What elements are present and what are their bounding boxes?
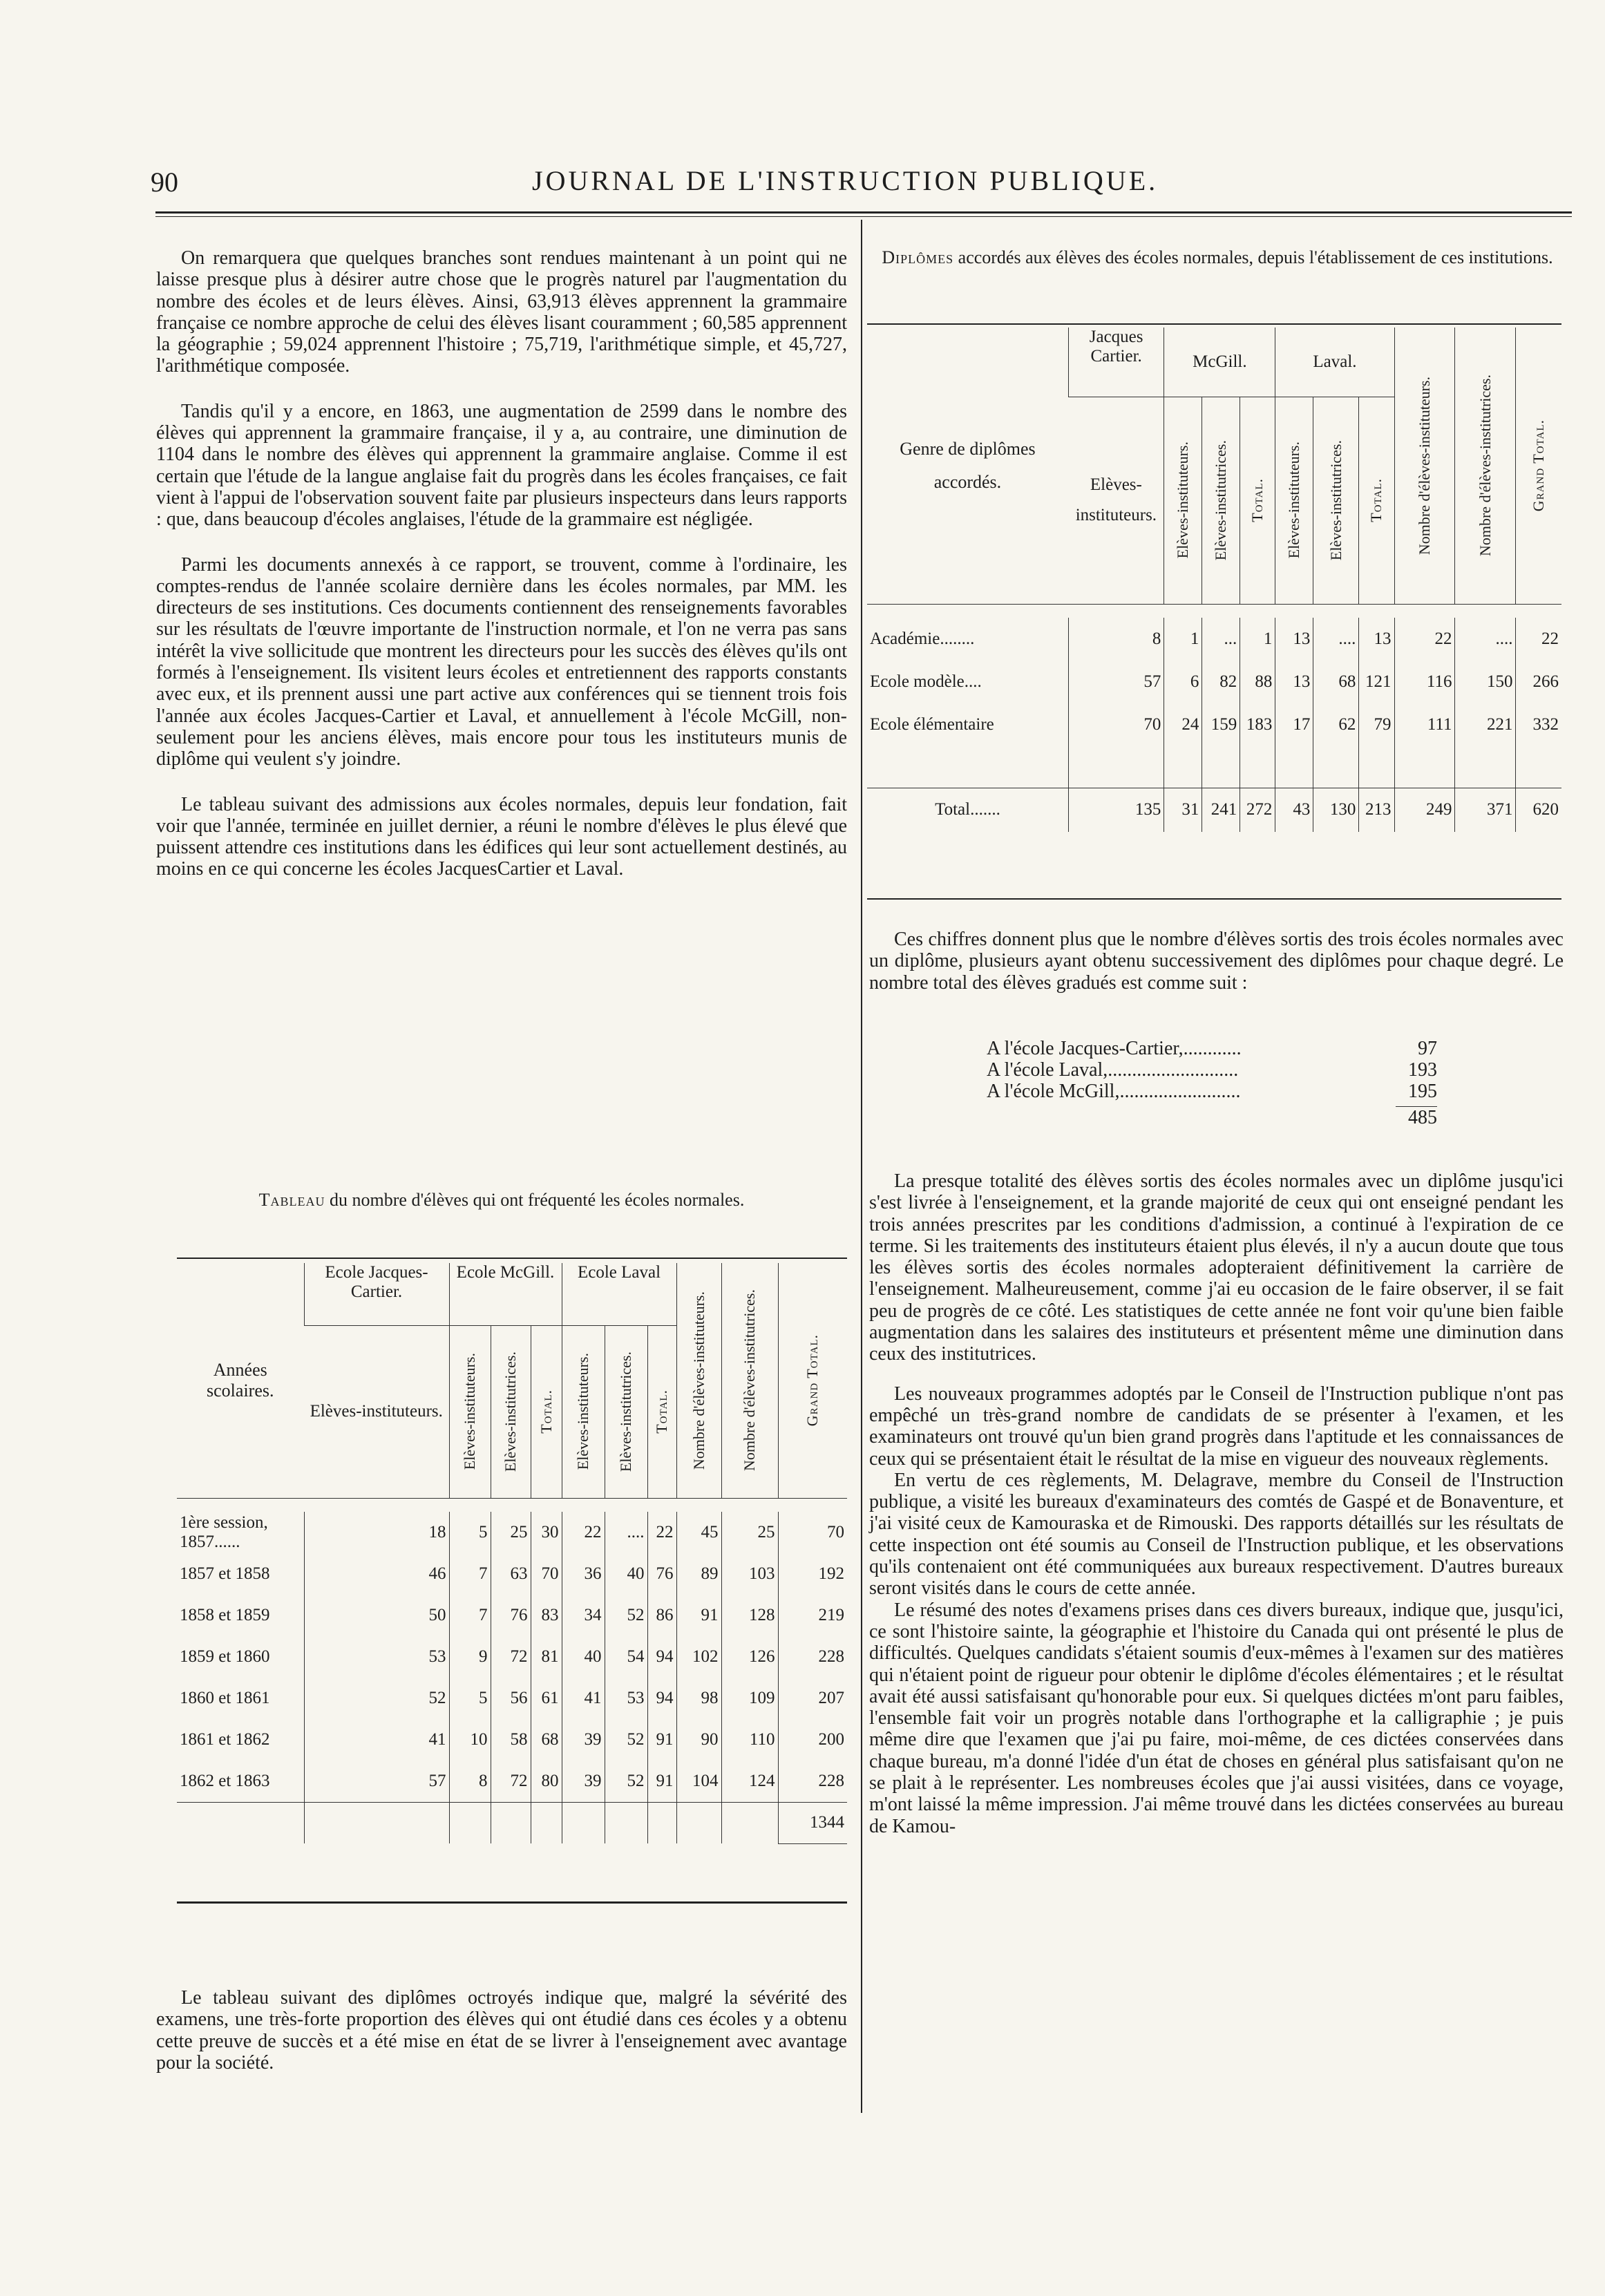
col-header-jc-eleves: Elèves-instituteurs. [1075, 475, 1157, 524]
total-label: Total....... [867, 788, 1068, 832]
table-cell: 8 [1068, 618, 1164, 661]
row-label: 1ère session, 1857...... [180, 1513, 268, 1551]
header-rule-thin [155, 216, 1572, 217]
table-cell: 70 [531, 1553, 562, 1595]
table-cell: .... [605, 1512, 647, 1553]
table-cell: 91 [676, 1595, 721, 1636]
table-row [867, 661, 1561, 703]
row-label: 1861 et 1862 [180, 1730, 270, 1749]
col-header-genre: Genre de diplômes accordés. [900, 438, 1036, 492]
diplomas-total-row [867, 788, 1561, 832]
col-header-nb-instituteurs: Nombre d'élèves-instituteurs. [1415, 376, 1433, 555]
left-column-bottom [156, 1987, 847, 2074]
table-cell: .... [1313, 618, 1359, 661]
table-cell: 200 [778, 1719, 847, 1761]
table-cell: 121 [1359, 661, 1394, 703]
paragraph: Parmi les documents annexés à ce rapport, se trouvent, comme à l'ordinaire, les comptes-rendus de l'année scolaire dernière dans les écoles normales, par MM. les directeurs de ses institutions. Ces documents contiennent des renseignements favorables sur les résultats de l'œuvre importante de l'instruction normale, et l'on ne verra pas sans intérêt la vive sollicitude que montrent les directeurs pour les succès des élèves qu'ils ont formés à l'enseignement. Ils visitent leurs écoles et entretiennent des rapports constants avec eux, et ils prennent aussi une part active aux conférences qui se tiennent trois fois l'année aux écoles Jacques-Cartier et Laval, et annuellement à l'école McGill, non-seulement pour les anciens élèves, mais encore pour tous les instituteurs munis de diplôme qui veulent s'y joindre. [156, 553, 847, 770]
admissions-table-body [177, 1512, 847, 1802]
table-cell: 116 [1394, 661, 1455, 703]
table-cell: 8 [449, 1761, 491, 1802]
table-cell: 98 [676, 1678, 721, 1719]
table-row [867, 703, 1561, 746]
row-label: 1857 et 1858 [180, 1564, 270, 1583]
diplomas-table-body [867, 618, 1561, 746]
col-header-lv-instituteurs: Elèves-instituteurs. [574, 1353, 591, 1470]
table-cell: 83 [531, 1595, 562, 1636]
header-rule [155, 211, 1572, 214]
table-row [177, 1636, 847, 1678]
table-cell: 103 [721, 1553, 778, 1595]
table-cell: 58 [491, 1719, 531, 1761]
table-cell: 25 [491, 1512, 531, 1553]
table-cell: 22 [1394, 618, 1455, 661]
paragraph: La presque totalité des élèves sortis des écoles normales avec un diplôme jusqu'ici s'est livrée à l'enseignement, et la grande majorité de ceux qui ont enseigné pendant les trois années prescrites par les conditions d'admission, a continué à l'expiration de ce terme. Si les traitements des instituteurs étaient plus élevés, il n'y a aucun doute que tous les élèves sortis des écoles normales adopteraient définitivement la carrière de l'enseignement. Malheureusement, comme j'ai eu occasion de le faire observer, il se fait peu de progrès de ce côté. Les statistiques de cette année ne font voir qu'une bien faible augmentation dans les salaires des instituteurs et présentent même une diminution dans ceux des institutrices. [869, 1170, 1564, 1365]
graduates-summary [987, 1038, 1437, 1128]
col-header-nb-instituteurs: Nombre d'élèves-instituteurs. [690, 1291, 707, 1470]
table1-caption-text: du nombre d'élèves qui ont fréquenté les écoles normales. [330, 1190, 745, 1210]
table-cell: 61 [531, 1678, 562, 1719]
table-cell: 52 [605, 1595, 647, 1636]
journal-title: JOURNAL DE L'INSTRUCTION PUBLIQUE. [532, 165, 1159, 196]
total-cell: 371 [1455, 788, 1516, 832]
table-cell: 68 [531, 1719, 562, 1761]
col-header-mg-instituteurs: Elèves-instituteurs. [461, 1353, 478, 1470]
table-cell: 17 [1275, 703, 1313, 746]
table-cell: 207 [778, 1678, 847, 1719]
table-cell: .... [1455, 618, 1516, 661]
col-header-lv-institutrices: Elèves-institutrices. [1327, 439, 1345, 561]
col-header-lv-total: Total. [653, 1389, 670, 1434]
table1-caption [156, 1190, 847, 1211]
paragraph: Le résumé des notes d'examens prises dans ces divers bureaux, indique que, jusqu'ici, ce sont l'histoire sainte, la géographie et l'histoire du Canada qui ont présenté le plus de difficultés. Quelques candidats s'étaient soumis d'eux-mêmes à l'examen sur des matières qui n'étaient point de rigueur pour obtenir le diplôme d'écoles élémentaires ; et le résultat avait été aussi satisfaisant qu'honorable pour eux. Si quelques dictées m'ont paru faibles, l'ensemble fait voir un progrès notable dans l'orthographe et la calligraphie ; je puis même dire que l'examen que j'ai pu faire, moi-même, de ces dictées conservées dans chaque bureau, m'a donné l'idée d'un état de choses en général plus satisfaisant qu'on ne se plait à le représenter. Les nombreuses écoles que j'ai aussi visitées, dans ce voyage, m'ont laissé la même impression. J'ai même trouvé dans les dictées conservées au bureau de Kamou- [869, 1599, 1564, 1837]
col-header-grand-total: Grand Total. [804, 1334, 822, 1427]
table-cell: 50 [304, 1595, 449, 1636]
table-cell: 219 [778, 1595, 847, 1636]
total-cell: 272 [1240, 788, 1275, 832]
table-cell: 52 [605, 1761, 647, 1802]
paragraph: Les nouveaux programmes adoptés par le Conseil de l'Instruction publique n'ont pas empêché un très-grand nombre de candidats de se présenter à l'examen, et les examinateurs ont trouvé qu'un bien grand progrès dans l'aptitude et les connaissances de ceux qui se présentaient était le résultat de la mise en vigueur des nouveaux règlements. [869, 1383, 1564, 1470]
col-header-laval: Ecole Laval [562, 1263, 676, 1325]
right-column-upper [869, 929, 1564, 994]
table-cell: 72 [491, 1761, 531, 1802]
col-header-jacques-cartier: Ecole Jacques-Cartier. [304, 1263, 449, 1325]
table-cell: 91 [647, 1719, 676, 1761]
table-row [177, 1761, 847, 1802]
left-column-top [156, 247, 847, 904]
col-header-jacques-cartier: Jacques Cartier. [1068, 328, 1164, 397]
col-header-mg-instituteurs: Elèves-instituteurs. [1174, 442, 1192, 559]
table-cell: 228 [778, 1761, 847, 1802]
table-cell: 89 [676, 1553, 721, 1595]
table-cell: 110 [721, 1719, 778, 1761]
table-cell: 70 [1068, 703, 1164, 746]
summary-total: 485 [1408, 1107, 1437, 1128]
table-cell: 54 [605, 1636, 647, 1678]
row-label: Ecole élémentaire [870, 715, 994, 734]
table-cell: 9 [449, 1636, 491, 1678]
table-cell: 24 [1164, 703, 1202, 746]
table-cell: 63 [491, 1553, 531, 1595]
paragraph: On remarquera que quelques branches sont rendues maintenant à un point qui ne laisse presque plus à désirer autre chose que le progrès naturel par l'augmentation du nombre des écoles et de leurs élèves. Ainsi, 63,913 élèves apprennent la grammaire française ce nombre approche de celui des élèves lisant couramment ; 60,585 apprennent la géographie ; 59,024 apprennent l'histoire ; 75,719, l'arithmétique simple, et 45,727, l'arithmétique composée. [156, 247, 847, 377]
table-cell: 13 [1275, 661, 1313, 703]
table-cell: 36 [562, 1553, 605, 1595]
table-row [177, 1678, 847, 1719]
table-cell: 39 [562, 1761, 605, 1802]
col-header-laval: Laval. [1275, 328, 1394, 397]
col-header-mg-institutrices: Elèves-institutrices. [1212, 439, 1230, 561]
table-cell: 62 [1313, 703, 1359, 746]
table1-bottom-rule [177, 1901, 847, 1904]
table-cell: 88 [1240, 661, 1275, 703]
table-cell: 80 [531, 1761, 562, 1802]
table-cell: 5 [449, 1512, 491, 1553]
col-header-lv-institutrices: Elèves-institutrices. [617, 1351, 634, 1472]
col-header-lv-total: Total. [1367, 478, 1385, 522]
table-cell: 221 [1455, 703, 1516, 746]
page-number: 90 [151, 167, 178, 198]
total-cell: 213 [1359, 788, 1394, 832]
table-cell: 150 [1455, 661, 1516, 703]
table-cell: 40 [562, 1636, 605, 1678]
table-cell: 1 [1164, 618, 1202, 661]
total-cell: 135 [1068, 788, 1164, 832]
col-header-mg-total: Total. [537, 1389, 555, 1434]
table-cell: 53 [605, 1678, 647, 1719]
right-column-lower [869, 1170, 1564, 1837]
table-cell: 183 [1240, 703, 1275, 746]
summary-line: A l'école Jacques-Cartier,............ 97 [987, 1038, 1437, 1059]
total-cell: 43 [1275, 788, 1313, 832]
row-label: 1860 et 1861 [180, 1689, 270, 1707]
total-cell: 130 [1313, 788, 1359, 832]
table-cell: 52 [304, 1678, 449, 1719]
table-cell: 159 [1202, 703, 1240, 746]
table-cell: 82 [1202, 661, 1240, 703]
table-cell: 41 [304, 1719, 449, 1761]
grand-total-value: 1344 [778, 1802, 847, 1843]
table-cell: 94 [647, 1636, 676, 1678]
table-cell: 46 [304, 1553, 449, 1595]
table-cell: 40 [605, 1553, 647, 1595]
table-cell: 90 [676, 1719, 721, 1761]
table-cell: 7 [449, 1553, 491, 1595]
table-cell: 79 [1359, 703, 1394, 746]
col-header-nb-institutrices: Nombre d'élèves-institutrices. [1476, 374, 1494, 557]
table-cell: 22 [562, 1512, 605, 1553]
paragraph: Le tableau suivant des diplômes octroyés indique que, malgré la sévérité des examens, une très-forte proportion des élèves qui ont étudié dans ces écoles y a obtenu cette preuve de succès et a été mise en état de se livrer à l'enseignement avec avantage pour la société. [156, 1987, 847, 2074]
table-cell: 70 [778, 1512, 847, 1553]
row-label: 1862 et 1863 [180, 1771, 270, 1790]
row-label: Académie........ [870, 629, 975, 648]
row-label: 1858 et 1859 [180, 1606, 270, 1624]
table-cell: 18 [304, 1512, 449, 1553]
table-row [867, 618, 1561, 661]
table-cell: 128 [721, 1595, 778, 1636]
table-row [177, 1595, 847, 1636]
table-cell: 6 [1164, 661, 1202, 703]
table-cell: 192 [778, 1553, 847, 1595]
table-cell: 10 [449, 1719, 491, 1761]
table-cell: 22 [647, 1512, 676, 1553]
table-cell: 126 [721, 1636, 778, 1678]
table-cell: 34 [562, 1595, 605, 1636]
row-label: 1859 et 1860 [180, 1647, 270, 1666]
table-cell: 52 [605, 1719, 647, 1761]
col-header-lv-instituteurs: Elèves-instituteurs. [1285, 442, 1303, 559]
table-cell: 81 [531, 1636, 562, 1678]
table-cell: 56 [491, 1678, 531, 1719]
table2-top-rule [867, 323, 1561, 325]
total-cell: 249 [1394, 788, 1455, 832]
col-header-mg-total: Total. [1248, 478, 1266, 522]
table-cell: 5 [449, 1678, 491, 1719]
admissions-table [177, 1263, 847, 1844]
table-cell: 22 [1516, 618, 1561, 661]
table-cell: 1 [1240, 618, 1275, 661]
table-cell: 39 [562, 1719, 605, 1761]
table-cell: 102 [676, 1636, 721, 1678]
table-cell: 57 [1068, 661, 1164, 703]
summary-line: A l'école Laval,........................... 193 [987, 1059, 1437, 1081]
table-cell: 25 [721, 1512, 778, 1553]
table-cell: ... [1202, 618, 1240, 661]
summary-line: A l'école McGill,......................... 195 [987, 1081, 1437, 1102]
paragraph: En vertu de ces règlements, M. Delagrave, membre du Conseil de l'Instruction publique, a visité les bureaux d'examinateurs des comtés de Gaspé et de Bonaventure, et j'ai visité ceux de Kamouraska et de Rimouski. Des rapports détaillés sur les résultats de cette inspection ont été soumis au Conseil de l'Instruction publique, et les observations qu'ils contenaient ont été communiquées aux bureaux respectivement. D'autres bureaux seront visités dans le cours de cette année. [869, 1469, 1564, 1600]
col-header-mcgill: McGill. [1164, 328, 1275, 397]
table-cell: 13 [1359, 618, 1394, 661]
table-cell: 228 [778, 1636, 847, 1678]
table-cell: 76 [491, 1595, 531, 1636]
table2-bottom-rule [867, 898, 1561, 900]
col-header-mcgill: Ecole McGill. [449, 1263, 562, 1325]
table-cell: 109 [721, 1678, 778, 1719]
table1-caption-lead: Tableau [258, 1190, 325, 1210]
table-cell: 7 [449, 1595, 491, 1636]
table-cell: 45 [676, 1512, 721, 1553]
total-cell: 31 [1164, 788, 1202, 832]
column-divider [861, 220, 862, 2113]
table2-caption-lead: Diplômes [882, 247, 954, 267]
col-header-jc-eleves: Elèves-instituteurs. [310, 1402, 443, 1421]
table-cell: 76 [647, 1553, 676, 1595]
table-cell: 332 [1516, 703, 1561, 746]
col-header-nb-institutrices: Nombre d'élèves-institutrices. [741, 1289, 758, 1472]
paragraph: Ces chiffres donnent plus que le nombre d'élèves sortis des trois écoles normales avec un diplôme, plusieurs ayant obtenu successivement des diplômes pour chaque degré. Le nombre total des élèves gradués est comme suit : [869, 929, 1564, 994]
table-cell: 30 [531, 1512, 562, 1553]
table-cell: 72 [491, 1636, 531, 1678]
table-cell: 91 [647, 1761, 676, 1802]
table1-top-rule [177, 1258, 847, 1259]
table-cell: 13 [1275, 618, 1313, 661]
row-label: Ecole modèle.... [870, 672, 982, 691]
table-cell: 124 [721, 1761, 778, 1802]
table-cell: 94 [647, 1678, 676, 1719]
table-row [177, 1553, 847, 1595]
col-header-years: Années scolaires. [207, 1359, 274, 1401]
table-row [177, 1512, 847, 1553]
diplomas-table [867, 328, 1561, 832]
table-cell: 57 [304, 1761, 449, 1802]
table-cell: 266 [1516, 661, 1561, 703]
col-header-grand-total: Grand Total. [1530, 419, 1548, 512]
table-cell: 53 [304, 1636, 449, 1678]
table-row [177, 1719, 847, 1761]
table-cell: 104 [676, 1761, 721, 1802]
paragraph: Le tableau suivant des admissions aux écoles normales, depuis leur fondation, fait voir que l'année, terminée en juillet dernier, a réuni le nombre d'élèves le plus élevé que puissent attendre ces institutions dans les édifices qui leur sont actuellement destinés, au moins en ce qui concerne les écoles JacquesCartier et Laval. [156, 793, 847, 880]
paragraph: Tandis qu'il y a encore, en 1863, une augmentation de 2599 dans le nombre des élèves qui apprennent la grammaire française, il y a, au contraire, une diminution de 1104 dans le nombre des élèves qui apprennent la grammaire anglaise. Comme il est certain que l'étude de la langue anglaise fait du progrès dans les écoles françaises, ce fait vient à l'appui de l'observation souvent faite par plusieurs inspecteurs dans leurs rapports : que, dans beaucoup d'écoles anglaises, l'étude de la grammaire est négligée. [156, 400, 847, 531]
table2-caption-text: accordés aux élèves des écoles normales, depuis l'établissement de ces institutions. [958, 247, 1553, 267]
table-cell: 68 [1313, 661, 1359, 703]
table-cell: 111 [1394, 703, 1455, 746]
table2-caption [872, 247, 1563, 268]
total-cell: 620 [1516, 788, 1561, 832]
table-cell: 86 [647, 1595, 676, 1636]
total-cell: 241 [1202, 788, 1240, 832]
table-cell: 41 [562, 1678, 605, 1719]
col-header-mg-institutrices: Elèves-institutrices. [502, 1351, 519, 1472]
